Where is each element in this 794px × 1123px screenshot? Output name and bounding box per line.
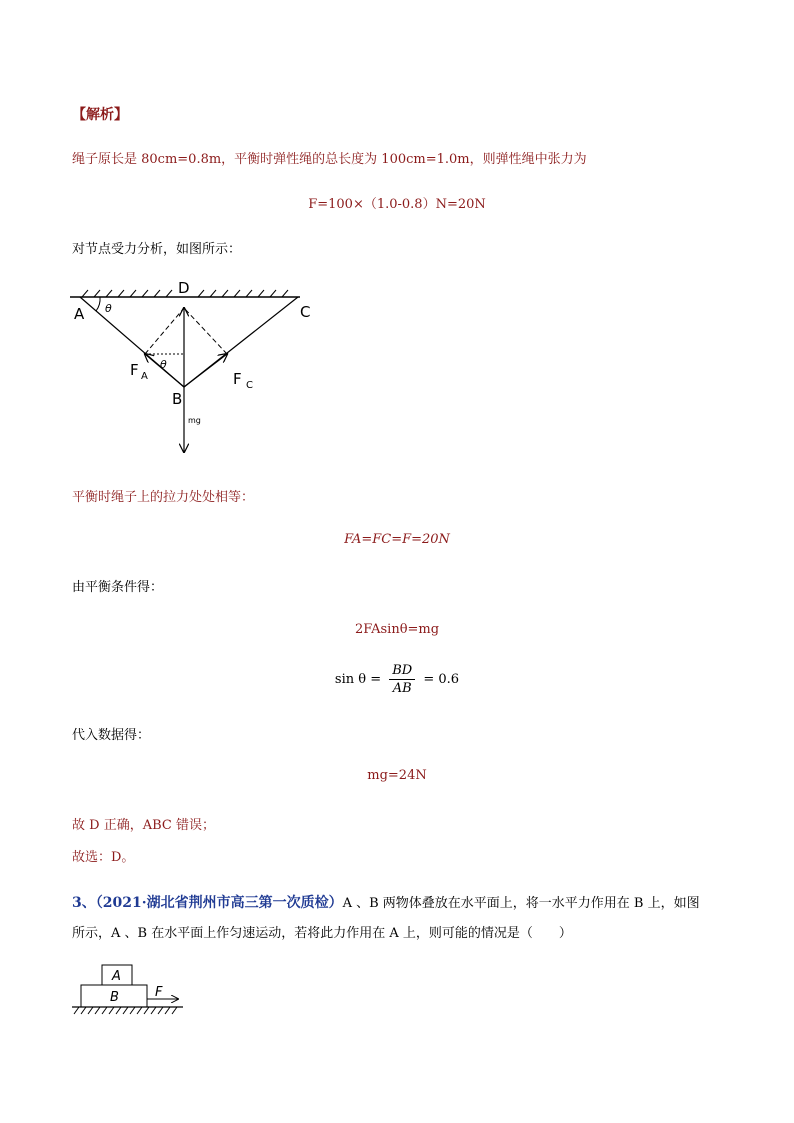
paragraph-1: 绳子原长是 80cm=0.8m，平衡时弹性绳的总长度为 100cm=1.0m，则弹性绳中张力为 (72, 152, 587, 167)
question-3-line-2: 所示，A 、B 在水平面上作匀速运动，若将此力作用在 A 上，则可能的情况是（ ） (72, 926, 572, 941)
dash-right (184, 308, 227, 354)
label-theta-2: θ (160, 358, 167, 371)
eq4-lhs: sin θ = (334, 672, 382, 687)
label-c: C (300, 303, 311, 321)
fraction-numerator: BD (389, 662, 415, 680)
eq4-rhs: = 0.6 (423, 672, 460, 687)
ground-hatch (74, 1007, 177, 1014)
section-title: 【解析】 (72, 107, 128, 123)
label-d: D (178, 279, 190, 297)
question-3-line-1 (72, 892, 700, 912)
equation-5: mg=24N (367, 768, 427, 783)
paragraph-3: 平衡时绳子上的拉力处处相等： (72, 490, 255, 505)
label-theta-1: θ (105, 302, 112, 315)
question-source: （2021·湖北省荆州市高三第一次质检） (95, 895, 343, 911)
label-a: A (74, 305, 85, 323)
question-text-1: A 、B 两物体叠放在水平面上，将一水平力作用在 B 上，如图 (342, 896, 700, 911)
label-mg: mg (188, 416, 201, 425)
dash-left (145, 308, 184, 354)
equation-4 (0, 662, 794, 697)
label-fa-sub: A (141, 371, 148, 382)
fraction-denominator: AB (392, 681, 412, 696)
equation-1: F=100×（1.0-0.8）N=20N (308, 197, 486, 212)
fc-arrow (184, 354, 227, 387)
label-fc: F (233, 370, 242, 388)
force-label: F (155, 985, 163, 1000)
block-b-label: B (110, 990, 119, 1005)
paragraph-7: 故选：D。 (72, 850, 135, 865)
question-number: 3、 (72, 895, 96, 911)
fraction-bd-ab (389, 662, 415, 697)
force-diagram (60, 272, 340, 467)
equation-3: 2FAsinθ=mg (354, 622, 440, 637)
paragraph-5: 代入数据得： (72, 728, 151, 743)
label-b: B (172, 390, 183, 408)
blocks-diagram (68, 962, 188, 1020)
equation-2: FA=FC=F=20N (344, 532, 450, 547)
label-fc-sub: C (246, 380, 253, 391)
angle-arc-a (96, 297, 100, 311)
paragraph-6: 故 D 正确，ABC 错误； (72, 818, 215, 833)
paragraph-2: 对节点受力分析，如图所示： (72, 242, 242, 257)
paragraph-4: 由平衡条件得： (72, 580, 164, 595)
block-a-label: A (112, 969, 121, 984)
label-fa: F (130, 361, 139, 379)
